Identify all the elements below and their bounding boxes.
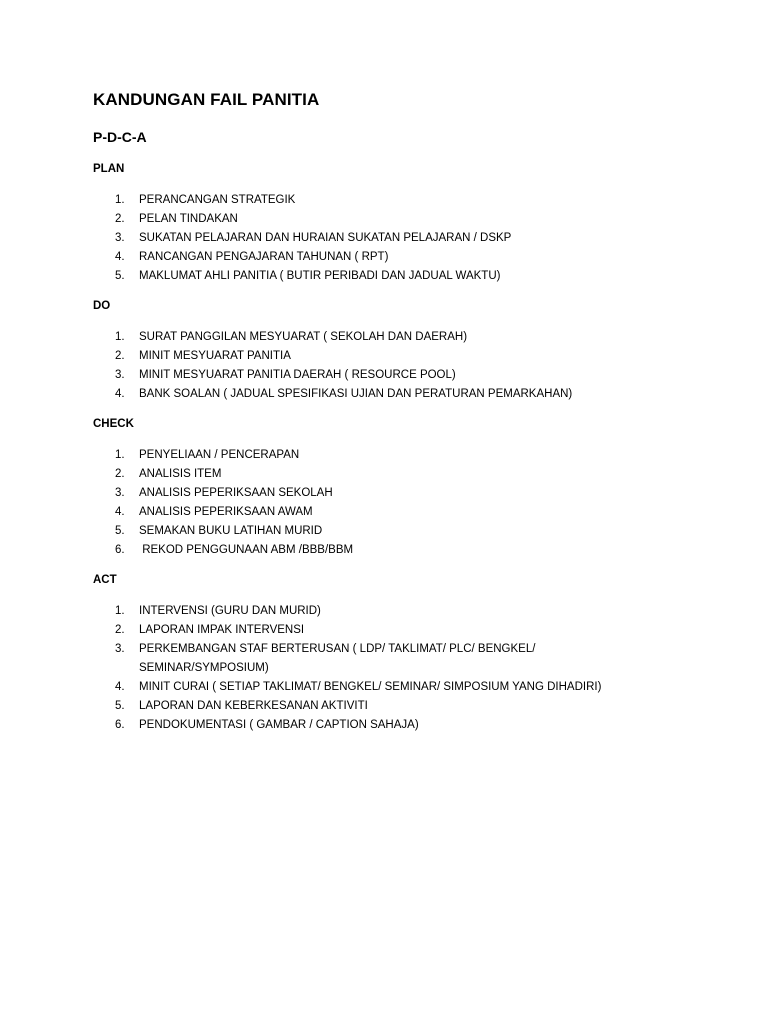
item-number: 3. — [115, 643, 125, 655]
item-number: 2. — [115, 624, 125, 636]
list-item — [93, 640, 733, 678]
item-number: 4. — [115, 506, 125, 518]
item-number: 3. — [115, 487, 125, 499]
list-item — [93, 602, 733, 621]
list-item — [93, 229, 733, 248]
section-do — [93, 298, 733, 404]
item-number: 4. — [115, 388, 125, 400]
item-text: REKOD PENGGUNAAN ABM /BBB/BBM — [139, 544, 354, 556]
list-item — [93, 210, 733, 229]
list-item — [93, 328, 733, 347]
section-heading: ACT — [93, 574, 117, 586]
list-item — [93, 248, 733, 267]
section-heading: CHECK — [93, 418, 134, 430]
item-text: ANALISIS ITEM — [139, 468, 222, 480]
document-title: KANDUNGAN FAIL PANITIA — [93, 90, 320, 109]
item-text: SUKATAN PELAJARAN DAN HURAIAN SUKATAN PELAJARAN / DSKP — [139, 232, 512, 244]
item-list — [93, 328, 733, 404]
list-item — [93, 267, 733, 286]
list-item — [93, 716, 733, 735]
item-list — [93, 446, 733, 560]
item-number: 4. — [115, 251, 125, 263]
item-number: 3. — [115, 232, 125, 244]
item-text: INTERVENSI (GURU DAN MURID) — [139, 605, 321, 617]
list-item — [93, 465, 733, 484]
list-item — [93, 522, 733, 541]
item-text: PERANCANGAN STRATEGIK — [139, 194, 296, 206]
item-list — [93, 191, 733, 286]
list-item — [93, 347, 733, 366]
item-list — [93, 602, 733, 735]
item-number: 1. — [115, 194, 125, 206]
list-item — [93, 678, 733, 697]
list-item — [93, 697, 733, 716]
list-item — [93, 484, 733, 503]
list-item — [93, 503, 733, 522]
item-text: MAKLUMAT AHLI PANITIA ( BUTIR PERIBADI DAN JADUAL WAKTU) — [139, 270, 501, 282]
item-number: 6. — [115, 719, 125, 731]
item-text: SEMAKAN BUKU LATIHAN MURID — [139, 525, 323, 537]
item-text: RANCANGAN PENGAJARAN TAHUNAN ( RPT) — [139, 251, 389, 263]
item-text: PELAN TINDAKAN — [139, 213, 238, 225]
item-number: 4. — [115, 681, 125, 693]
item-number: 5. — [115, 525, 125, 537]
item-number: 1. — [115, 449, 125, 461]
item-text: LAPORAN DAN KEBERKESANAN AKTIVITI — [139, 700, 368, 712]
section-check — [93, 416, 733, 560]
item-number: 5. — [115, 700, 125, 712]
item-text: MINIT CURAI ( SETIAP TAKLIMAT/ BENGKEL/ SEMINAR/ SIMPOSIUM YANG DIHADIRI) — [139, 681, 602, 693]
section-act — [93, 572, 733, 735]
item-number: 1. — [115, 331, 125, 343]
item-text: ANALISIS PEPERIKSAAN SEKOLAH — [139, 487, 333, 499]
item-number: 2. — [115, 213, 125, 225]
section-heading: DO — [93, 300, 111, 312]
list-item — [93, 541, 733, 560]
section-heading: PLAN — [93, 163, 125, 175]
list-item — [93, 191, 733, 210]
item-text: LAPORAN IMPAK INTERVENSI — [139, 624, 305, 636]
list-item — [93, 385, 733, 404]
document-subtitle: P-D-C-A — [93, 129, 147, 145]
item-text: ANALISIS PEPERIKSAAN AWAM — [139, 506, 313, 518]
list-item — [93, 621, 733, 640]
item-number: 3. — [115, 369, 125, 381]
item-text: MINIT MESYUARAT PANITIA — [139, 350, 291, 362]
section-plan — [93, 161, 733, 286]
document-page — [93, 88, 733, 735]
item-number: 2. — [115, 468, 125, 480]
item-number: 1. — [115, 605, 125, 617]
item-number: 2. — [115, 350, 125, 362]
list-item — [93, 446, 733, 465]
item-text: MINIT MESYUARAT PANITIA DAERAH ( RESOURCE POOL) — [139, 369, 456, 381]
item-number: 5. — [115, 270, 125, 282]
item-text: PENDOKUMENTASI ( GAMBAR / CAPTION SAHAJA) — [139, 719, 419, 731]
item-text: PERKEMBANGAN STAF BERTERUSAN ( LDP/ TAKLIMAT/ PLC/ BENGKEL/ SEMINAR/SYMPOSIUM) — [139, 643, 536, 674]
list-item — [93, 366, 733, 385]
item-text: PENYELIAAN / PENCERAPAN — [139, 449, 300, 461]
item-text: BANK SOALAN ( JADUAL SPESIFIKASI UJIAN DAN PERATURAN PEMARKAHAN) — [139, 388, 573, 400]
item-number: 6. — [115, 544, 125, 556]
item-text: SURAT PANGGILAN MESYUARAT ( SEKOLAH DAN DAERAH) — [139, 331, 468, 343]
